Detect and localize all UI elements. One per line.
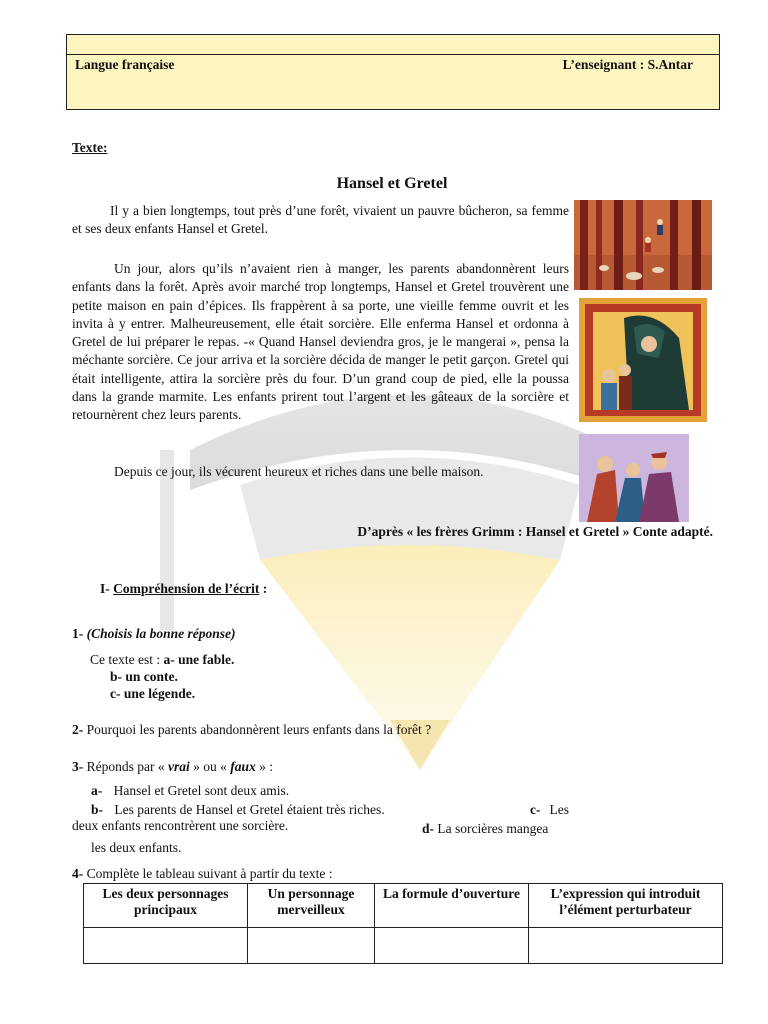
section-title: Compréhension de l’écrit: [113, 581, 260, 596]
story-source: D’après « les frères Grimm : Hansel et Gretel » Conte adapté.: [357, 524, 713, 539]
q1-stem: Ce texte est :: [90, 652, 164, 667]
story-paragraph-1: Il y a bien longtemps, tout près d’une forêt, vivaient un pauvre bûcheron, sa femme et ses deux enfants Hansel et Gretel.: [72, 203, 569, 237]
q3-text-mid: » ou «: [189, 759, 231, 774]
q2-number: 2-: [72, 722, 84, 737]
q1-stem-line: [90, 652, 234, 668]
q2-text: Pourquoi les parents abandonnèrent leurs enfants dans la forêt ?: [86, 722, 432, 737]
answer-table-header-row: [84, 884, 723, 928]
q3-number: 3-: [72, 759, 84, 774]
col-opening-formula: La formule d’ouverture: [375, 884, 529, 928]
story-paragraph-2: Un jour, alors qu’ils n’avaient rien à manger, les parents abandonnèrent leurs enfants dans la forêt. Après avoir marché trop longtemps, Hansel et Gretel trouvèrent une petite maison en pain d’épices. Ils frappèrent à sa porte, une vieille femme ouvrit et les invita à y entrer. Malheureusement, elle était sorcière. Elle enferma Hansel et ordonna à Gretel de lui préparer le repas. -« Quand Hansel deviendra gros, je le mangerai », pensa la méchante sorcière. Ce jour arriva et la sorcière décida de manger le petit garçon. Gretel qui était intelligente, attira la sorcière près du four. D’un grand coup de pied, elle la poussa dans la grande marmite. Les enfants prirent tout l’argent et les gâteaux de la sorcière et retournèrent chez leurs parents.: [72, 261, 569, 423]
q1-option-c: c- une légende.: [110, 686, 196, 701]
col-main-characters: Les deux personnages principaux: [84, 884, 248, 928]
q3-item-d-letter: d-: [422, 821, 435, 836]
teacher-label: L’enseignant : S.Antar: [562, 57, 693, 72]
q3-item-d-cont: les deux enfants.: [91, 840, 182, 855]
answer-cell-marvelous-character[interactable]: [248, 928, 375, 964]
answer-cell-main-characters[interactable]: [84, 928, 248, 964]
family-illustration: [579, 434, 689, 522]
q1-option-b: b- un conte.: [110, 669, 178, 684]
q4-text: Complète le tableau suivant à partir du texte :: [86, 866, 333, 881]
header-box: [66, 34, 720, 110]
q3-item-a-text: Hansel et Gretel sont deux amis.: [113, 783, 290, 798]
col-disruptive-element: L’expression qui introduit l’élément perturbateur: [529, 884, 723, 928]
section-colon: :: [259, 581, 268, 596]
q1-number: 1-: [72, 626, 84, 641]
q3-faux: faux: [230, 759, 256, 774]
q3-item-c-letter: c-: [530, 802, 541, 817]
q3-item-a-letter: a-: [91, 783, 103, 798]
answer-cell-disruptive-element[interactable]: [529, 928, 723, 964]
q3-text-post: » :: [255, 759, 274, 774]
q3-item-b-letter: b-: [91, 802, 104, 817]
q3-item-b-text: Les parents de Hansel et Gretel étaient très riches.: [114, 802, 385, 817]
answer-cell-opening-formula[interactable]: [375, 928, 529, 964]
q3-item-d: [422, 821, 548, 837]
subject-label: Langue française: [75, 57, 175, 72]
question-2: [72, 722, 431, 738]
answer-table-row: [84, 928, 723, 964]
q4-number: 4-: [72, 866, 84, 881]
section-heading: [100, 581, 267, 597]
q3-item-d-text-start: La sorcières mangea: [437, 821, 549, 836]
header-divider: [67, 54, 719, 55]
text-section-label: Texte:: [72, 140, 108, 155]
q1-instruction: (Choisis la bonne réponse): [86, 626, 236, 641]
q1-option-a: a- une fable.: [163, 652, 235, 667]
section-number: I-: [100, 581, 110, 596]
answer-table: [83, 883, 723, 964]
forest-illustration: [574, 200, 712, 290]
q3-item-a: [91, 783, 289, 799]
story-title: Hansel et Gretel: [336, 175, 448, 192]
question-3: [72, 759, 273, 775]
question-1: [72, 626, 236, 642]
q3-item-c: Les deux enfants rencontrèrent une sorcière.: [72, 802, 569, 833]
col-marvelous-character: Un personnage merveilleux: [248, 884, 375, 928]
q3-text-pre: Réponds par «: [86, 759, 168, 774]
witch-illustration: [579, 298, 707, 422]
story-paragraph-3: Depuis ce jour, ils vécurent heureux et riches dans une belle maison.: [114, 464, 484, 479]
question-4: [72, 866, 333, 882]
q3-vrai: vrai: [168, 759, 190, 774]
